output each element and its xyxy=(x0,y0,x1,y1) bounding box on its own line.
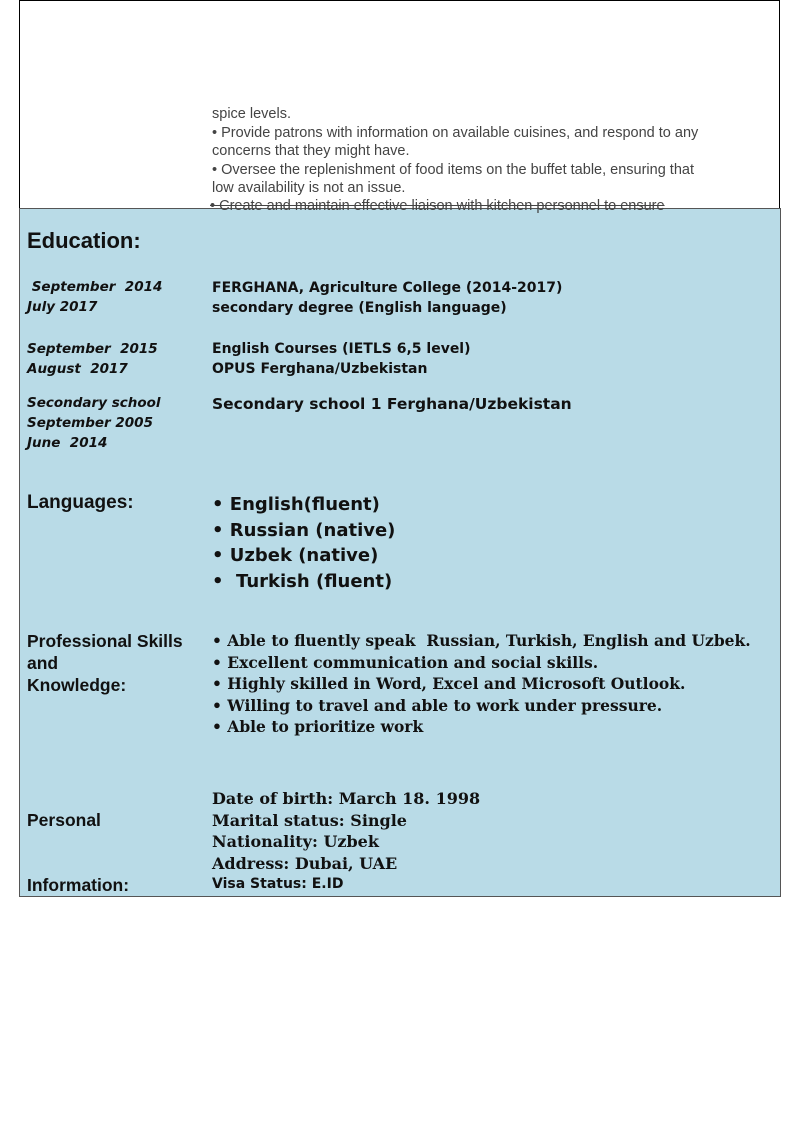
language-item: • English(fluent) xyxy=(212,494,380,515)
skills-heading-line: Professional Skills xyxy=(27,631,183,651)
languages-heading: Languages: xyxy=(27,492,134,513)
skill-item: • Able to fluently speak Russian, Turkish, English and Uzbek. xyxy=(212,631,751,650)
experience-line: • Provide patrons with information on available cuisines, and respond to any xyxy=(212,124,699,141)
experience-line: spice levels. xyxy=(212,106,291,122)
experience-cut-text: • Create and maintain effective liaison with kitchen personnel to ensure xyxy=(210,199,665,214)
education-date: Secondary school xyxy=(27,395,161,411)
personal-detail: Nationality: Uzbek xyxy=(212,832,379,852)
education-degree: secondary degree (English language) xyxy=(212,300,507,316)
skill-item: • Highly skilled in Word, Excel and Microsoft Outlook. xyxy=(212,674,686,694)
education-institution: Secondary school 1 Ferghana/Uzbekistan xyxy=(212,395,572,413)
education-entry xyxy=(212,394,572,414)
education-date: August 2017 xyxy=(27,361,128,377)
education-date-block xyxy=(27,277,162,317)
education-date: July 2017 xyxy=(27,299,98,315)
skills-list xyxy=(212,630,751,738)
education-institution: FERGHANA, Agriculture College (2014-2017) xyxy=(212,280,563,296)
education-degree: OPUS Ferghana/Uzbekistan xyxy=(212,361,428,377)
experience-cut-line xyxy=(210,199,722,214)
visa-status: Visa Status: E.ID xyxy=(212,876,344,893)
language-item: • Uzbek (native) xyxy=(212,545,379,566)
education-heading: Education: xyxy=(27,228,141,253)
skills-heading xyxy=(27,630,183,696)
language-item: • Russian (native) xyxy=(212,519,396,541)
education-date: June 2014 xyxy=(27,435,108,451)
skill-item: • Willing to travel and able to work under pressure. xyxy=(212,695,663,715)
experience-continuation xyxy=(212,105,767,198)
skill-item: • Able to prioritize work xyxy=(212,717,424,737)
skills-heading-line: Knowledge: xyxy=(27,675,127,695)
personal-detail: Marital status: Single xyxy=(212,810,407,830)
personal-heading-line: Information: xyxy=(27,875,130,895)
personal-detail: Address: Dubai, UAE xyxy=(212,853,398,873)
skills-heading-line: and xyxy=(27,653,59,673)
education-date: September 2005 xyxy=(27,415,153,431)
education-entry xyxy=(212,278,562,318)
education-date-block xyxy=(27,339,158,379)
experience-line: concerns that they might have. xyxy=(212,143,410,159)
education-date-block xyxy=(27,393,161,453)
personal-heading-line: Personal xyxy=(27,810,101,830)
experience-line: • Oversee the replenishment of food items on the buffet table, ensuring that xyxy=(212,161,694,178)
personal-details xyxy=(212,788,480,896)
education-institution: English Courses (IETLS 6,5 level) xyxy=(212,341,471,357)
personal-detail: Date of birth: March 18. 1998 xyxy=(212,789,481,808)
language-item: • Turkish (fluent) xyxy=(212,570,393,592)
experience-line: low availability is not an issue. xyxy=(212,180,406,196)
skill-item: • Excellent communication and social skills. xyxy=(212,652,599,672)
education-date: September 2014 xyxy=(27,279,163,295)
education-date: September 2015 xyxy=(27,341,158,357)
education-entry xyxy=(212,339,471,379)
languages-list xyxy=(212,492,395,594)
